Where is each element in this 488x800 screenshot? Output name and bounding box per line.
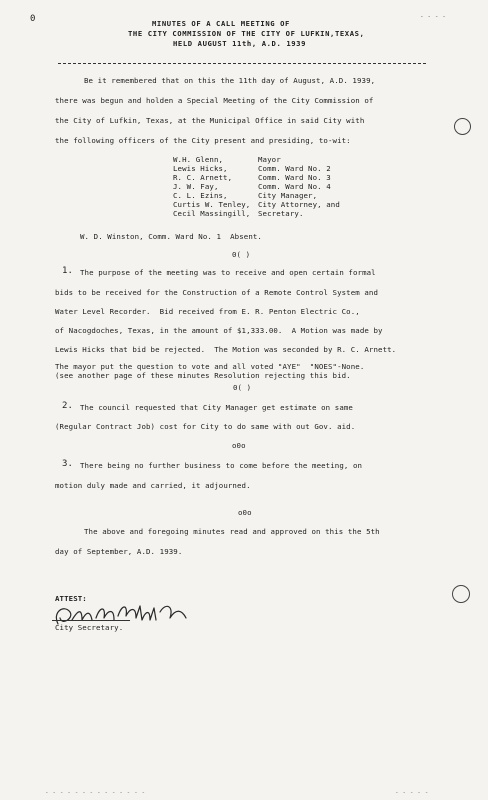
officer-title: Secretary. [258, 209, 304, 218]
item1-line-7: (see another page of these minutes Resolution rejecting this bid. [55, 371, 351, 380]
header-line-1: MINUTES OF A CALL MEETING OF [152, 19, 290, 28]
item3-line-1: There being no further business to come before the meeting, on [80, 461, 363, 470]
attest-label: ATTEST: [55, 594, 87, 603]
item-number: 2. [62, 401, 74, 411]
officer-name: Cecil Massingill, [173, 209, 251, 218]
officer-title: Mayor [258, 155, 281, 164]
item1-line-1: The purpose of the meeting was to receive and open certain formal [80, 268, 376, 277]
officer-name: Curtis W. Tenley, [173, 200, 251, 209]
header-line-3: HELD AUGUST 11th, A.D. 1939 [173, 39, 307, 48]
item-number: 3. [62, 459, 74, 469]
bottom-scribble: - - - - - [395, 789, 429, 796]
header-divider [58, 63, 426, 64]
item1-line-5: Lewis Hicks that bid be rejected. The Motion was seconded by R. C. Arnett. [55, 345, 397, 354]
item1-line-4: of Nacogdoches, Texas, in the amount of $1,333.00. A Motion was made by [55, 326, 383, 335]
officer-name: Lewis Hicks, [173, 164, 228, 173]
para1-line-1: Be it remembered that on this the 11th day of August, A.D. 1939, [84, 76, 376, 85]
officer-title: Comm. Ward No. 4 [258, 182, 331, 191]
corner-mark: 0 [30, 14, 36, 24]
item2-line-2: (Regular Contract Job) cost for City to do same with out Gov. aid. [55, 422, 356, 431]
attest-role: City Secretary. [55, 623, 124, 632]
para1-line-4: the following officers of the City present and presiding, to-wit: [55, 136, 351, 145]
officer-name: W.H. Glenn, [173, 155, 224, 164]
item-number: 1. [62, 266, 74, 276]
officer-title: Comm. Ward No. 2 [258, 164, 331, 173]
separator: 0( ) [233, 383, 252, 392]
officer-name: J. W. Fay, [173, 182, 219, 191]
separator: o0o [232, 441, 246, 450]
approval-line-1: The above and foregoing minutes read and approved on this the 5th [84, 527, 380, 536]
item1-line-2: bids to be received for the Construction of a Remote Control System and [55, 288, 379, 297]
signature-line [52, 620, 130, 621]
officer-name: R. C. Arnett, [173, 173, 233, 182]
absent-line: W. D. Winston, Comm. Ward No. 1 Absent. [80, 232, 262, 241]
officer-title: City Attorney, and [258, 200, 340, 209]
approval-line-2: day of September, A.D. 1939. [55, 547, 183, 556]
header-line-2: THE CITY COMMISSION OF THE CITY OF LUFKIN,TEXAS, [128, 29, 365, 38]
item1-line-6: The mayor put the question to vote and all voted "AYE" "NOES"-None. [55, 362, 365, 371]
bottom-scribble: - - - - - - - - - - - - - - [45, 789, 146, 796]
para1-line-2: there was begun and holden a Special Meeting of the City Commission of [55, 96, 374, 105]
item3-line-2: motion duly made and carried, it adjourned. [55, 481, 251, 490]
punch-hole-icon [452, 585, 470, 603]
corner-scribble: - - - - [420, 13, 446, 20]
officer-name: C. L. Ezins, [173, 191, 228, 200]
item1-line-3: Water Level Recorder. Bid received from E. R. Penton Electric Co., [55, 307, 360, 316]
separator: o0o [238, 508, 252, 517]
separator: 0( ) [232, 250, 251, 259]
officer-title: City Manager, [258, 191, 318, 200]
para1-line-3: the City of Lufkin, Texas, at the Municipal Office in said City with [55, 116, 365, 125]
item2-line-1: The council requested that City Manager get estimate on same [80, 403, 353, 412]
punch-hole-icon [454, 118, 471, 135]
officer-title: Comm. Ward No. 3 [258, 173, 331, 182]
